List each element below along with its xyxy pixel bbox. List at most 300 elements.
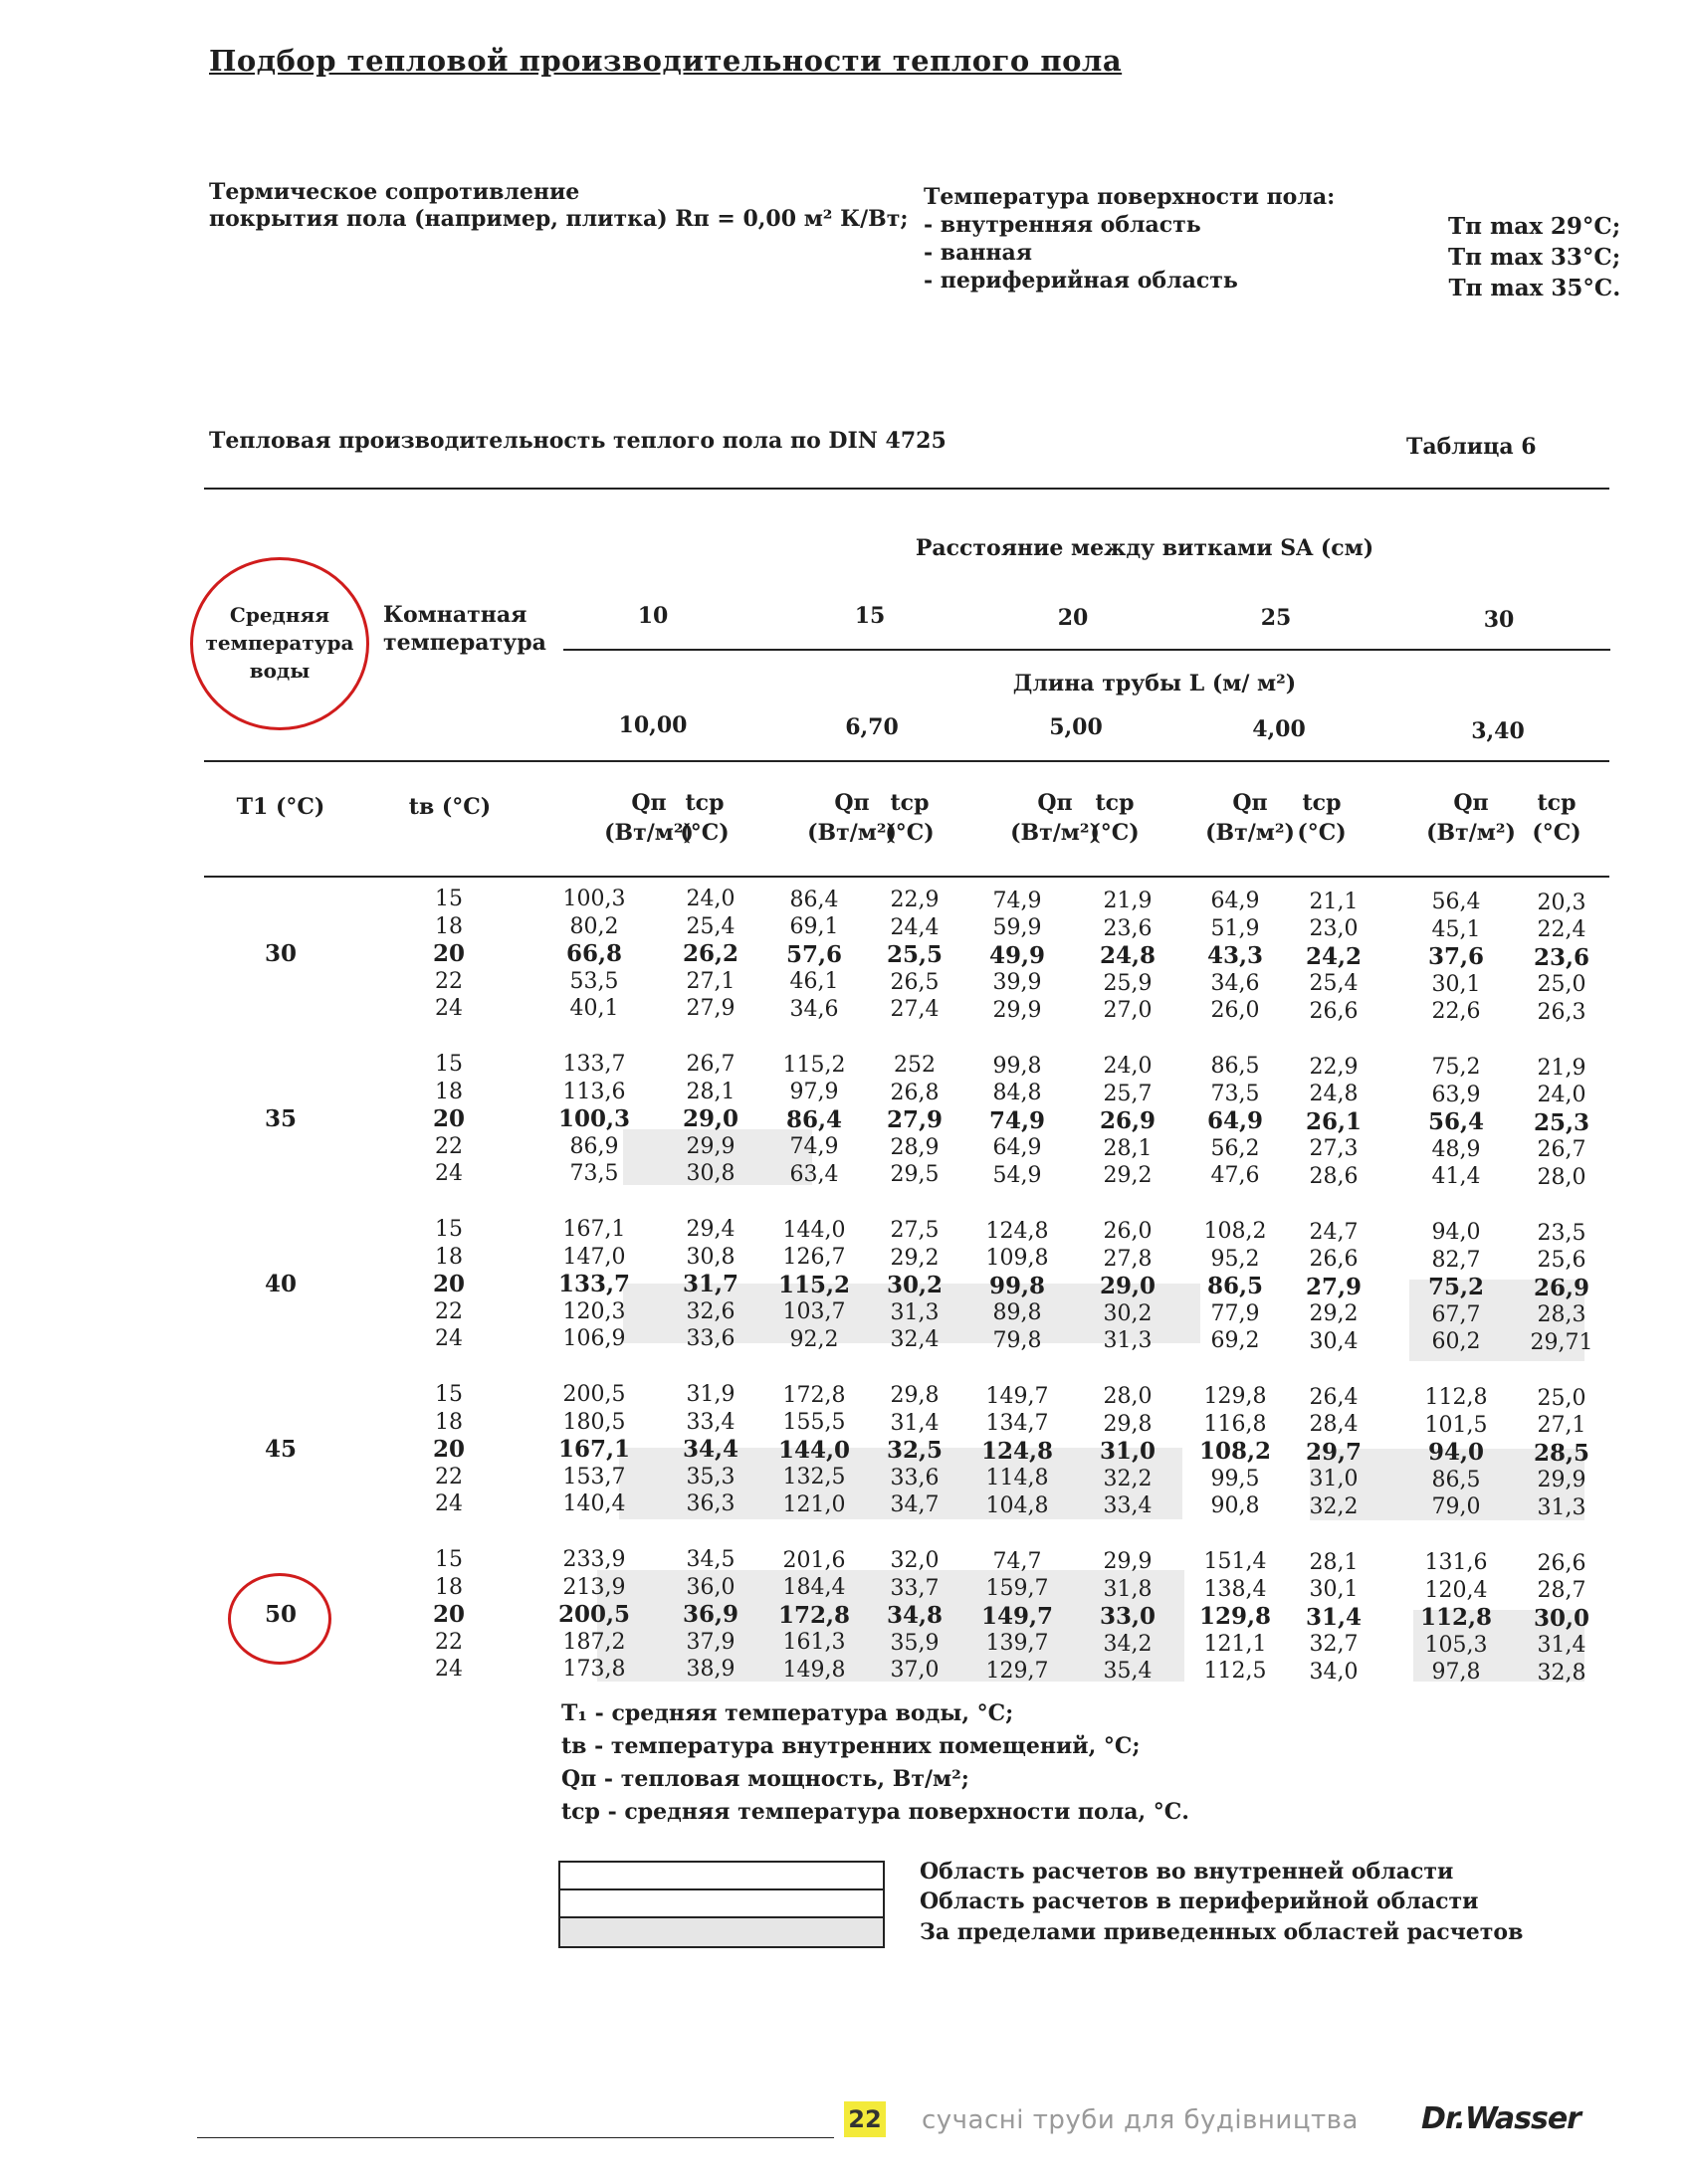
q-value: 131,6 xyxy=(1424,1550,1488,1576)
tcp-value: 32,4 xyxy=(890,1327,940,1353)
tcp-value: 26,9 xyxy=(1099,1107,1157,1134)
column-header-rule xyxy=(204,876,1609,878)
q-value: 187,2 xyxy=(562,1629,626,1655)
q-value: 144,0 xyxy=(782,1217,846,1243)
tcp-value: 27,9 xyxy=(686,996,736,1022)
q-value: 132,5 xyxy=(782,1465,846,1490)
col-header-tcp xyxy=(665,788,744,848)
table-caption: Тепловая производительность теплого пола по DIN 4725 xyxy=(209,428,947,454)
tv-value: 15 xyxy=(435,1547,463,1572)
q-value: 56,2 xyxy=(1210,1135,1260,1161)
tcp-value: 30,2 xyxy=(1103,1300,1153,1326)
tcp-value: 31,0 xyxy=(1309,1467,1359,1492)
q-value: 201,6 xyxy=(782,1547,846,1573)
tcp-value: 31,3 xyxy=(890,1299,940,1325)
tcp-value: 26,6 xyxy=(1537,1550,1586,1576)
tv-value: 22 xyxy=(435,1629,463,1655)
q-value: 74,9 xyxy=(789,1134,839,1160)
q-value: 213,9 xyxy=(562,1574,626,1600)
tcp-value: 25,0 xyxy=(1537,1385,1586,1411)
q-value: 153,7 xyxy=(562,1464,626,1489)
tcp-value: 25,0 xyxy=(1537,972,1586,998)
col-header-line: (Вт/м²) xyxy=(604,820,694,846)
q-value: 112,5 xyxy=(1203,1659,1267,1685)
water-temp-label-line: температура xyxy=(205,631,354,655)
col-header-tcp xyxy=(1517,788,1596,848)
q-value: 43,3 xyxy=(1206,942,1264,970)
t1-value: 45 xyxy=(264,1436,297,1463)
q-value: 155,5 xyxy=(782,1410,846,1436)
q-value: 48,9 xyxy=(1431,1136,1481,1162)
q-value: 105,3 xyxy=(1424,1632,1488,1658)
water-temp-label-line: воды xyxy=(249,659,311,683)
tcp-value: 23,5 xyxy=(1537,1220,1586,1246)
tcp-value: 36,3 xyxy=(686,1491,736,1517)
q-value: 53,5 xyxy=(569,968,619,994)
surface-temp-item: - внутренняя область xyxy=(924,212,1201,238)
col-header-tcp xyxy=(870,788,949,848)
tcp-value: 31,0 xyxy=(1099,1438,1157,1465)
tcp-value: 22,9 xyxy=(890,888,940,913)
q-value: 90,8 xyxy=(1210,1493,1260,1519)
q-value: 86,5 xyxy=(1206,1273,1264,1300)
q-value: 115,2 xyxy=(782,1052,846,1078)
tcp-value: 28,6 xyxy=(1309,1163,1359,1189)
q-value: 144,0 xyxy=(777,1436,851,1464)
q-value: 106,9 xyxy=(562,1326,626,1351)
q-value: 126,7 xyxy=(782,1245,846,1271)
q-value: 139,7 xyxy=(985,1631,1049,1657)
tmax-value: Tп max 33°С; xyxy=(1448,244,1621,271)
tcp-value: 24,0 xyxy=(1103,1054,1153,1079)
q-value: 64,9 xyxy=(992,1135,1042,1161)
q-value: 64,9 xyxy=(1210,889,1260,914)
q-value: 99,8 xyxy=(988,1272,1046,1299)
tcp-value: 21,9 xyxy=(1103,889,1153,913)
q-value: 94,0 xyxy=(1427,1439,1485,1467)
tcp-value: 29,9 xyxy=(686,1133,736,1159)
q-value: 26,0 xyxy=(1210,998,1260,1024)
q-value: 80,2 xyxy=(569,913,619,939)
col-header-q xyxy=(1411,788,1531,848)
note-line: tв - температура внутренних помещений, °С; xyxy=(561,1733,1141,1759)
col-header-line: Qп xyxy=(1037,790,1073,816)
col-header-line: (°С) xyxy=(1090,820,1140,846)
tcp-value: 27,1 xyxy=(686,968,736,994)
tv-value: 15 xyxy=(435,1217,463,1242)
q-value: 30,1 xyxy=(1431,971,1481,997)
tcp-value: 31,3 xyxy=(1103,1328,1153,1353)
tcp-value: 28,1 xyxy=(1103,1135,1153,1161)
tv-value: 18 xyxy=(435,1574,463,1600)
q-value: 99,5 xyxy=(1210,1466,1260,1491)
q-value: 84,8 xyxy=(992,1081,1042,1106)
legend-swatch-inner xyxy=(558,1861,885,1890)
tcp-value: 26,2 xyxy=(682,940,739,968)
q-value: 138,4 xyxy=(1203,1576,1267,1602)
table-number: Таблица 6 xyxy=(1406,434,1537,460)
tcp-value: 24,4 xyxy=(890,914,940,940)
tcp-value: 26,3 xyxy=(1537,999,1586,1025)
col-header-t1: T1 (°С) xyxy=(236,794,325,820)
tcp-value: 33,6 xyxy=(686,1326,736,1352)
tcp-value: 26,6 xyxy=(1309,1247,1359,1273)
tcp-value: 27,3 xyxy=(1309,1136,1359,1162)
q-value: 120,3 xyxy=(562,1298,626,1324)
tcp-value: 33,7 xyxy=(890,1575,940,1601)
tcp-value: 35,3 xyxy=(686,1464,736,1489)
tcp-value: 21,9 xyxy=(1537,1055,1586,1081)
tcp-value: 24,8 xyxy=(1099,942,1157,969)
tv-value: 24 xyxy=(435,996,463,1021)
q-value: 149,8 xyxy=(782,1657,846,1683)
tcp-value: 33,4 xyxy=(1103,1493,1153,1518)
tcp-value: 26,1 xyxy=(1305,1107,1363,1135)
tv-value: 20 xyxy=(432,1271,465,1297)
tcp-value: 38,9 xyxy=(686,1657,736,1683)
tcp-value: 36,9 xyxy=(682,1601,739,1629)
q-value: 86,5 xyxy=(1431,1467,1481,1492)
spacing-title: Расстояние между витками SA (см) xyxy=(915,535,1374,561)
col-header-line: tср xyxy=(890,790,930,816)
tcp-value: 29,4 xyxy=(686,1217,736,1243)
tcp-value: 34,8 xyxy=(886,1602,944,1630)
tv-value: 18 xyxy=(435,1079,463,1104)
tcp-value: 26,0 xyxy=(1103,1219,1153,1244)
q-value: 151,4 xyxy=(1203,1549,1267,1575)
tcp-value: 26,5 xyxy=(890,969,940,995)
q-value: 129,8 xyxy=(1203,1384,1267,1410)
q-value: 167,1 xyxy=(562,1217,626,1242)
q-value: 101,5 xyxy=(1424,1412,1488,1438)
tcp-value: 29,2 xyxy=(1103,1163,1153,1188)
q-value: 86,9 xyxy=(569,1133,619,1159)
q-value: 149,7 xyxy=(980,1602,1054,1630)
tv-value: 18 xyxy=(435,1244,463,1270)
tcp-value: 31,8 xyxy=(1103,1576,1153,1602)
q-value: 34,6 xyxy=(1210,970,1260,996)
tv-value: 20 xyxy=(432,1105,465,1132)
q-value: 94,0 xyxy=(1431,1220,1481,1246)
tcp-value: 28,4 xyxy=(1309,1412,1359,1438)
surface-temp-item: - периферийная область xyxy=(924,268,1238,294)
thermal-resistance-line1: Термическое сопротивление xyxy=(209,179,580,205)
tcp-value: 23,6 xyxy=(1103,915,1153,941)
tcp-value: 32,5 xyxy=(886,1437,944,1465)
tcp-value: 34,2 xyxy=(1103,1631,1153,1657)
q-value: 79,0 xyxy=(1431,1494,1481,1520)
q-value: 121,0 xyxy=(782,1491,846,1517)
tcp-value: 26,9 xyxy=(1533,1274,1590,1301)
q-value: 115,2 xyxy=(777,1271,851,1298)
tcp-value: 29,0 xyxy=(682,1105,739,1133)
col-header-line: Qп xyxy=(1453,790,1489,816)
spacing-value: 30 xyxy=(1483,607,1515,633)
q-value: 124,8 xyxy=(985,1218,1049,1244)
t1-value: 35 xyxy=(264,1105,297,1132)
thermal-resistance-line2: покрытия пола (например, плитка) Rп = 0,00 м² К/Вт; xyxy=(209,206,909,232)
tcp-value: 30,4 xyxy=(1309,1328,1359,1354)
q-value: 77,9 xyxy=(1210,1300,1260,1326)
tcp-value: 29,9 xyxy=(1537,1468,1586,1493)
tv-value: 18 xyxy=(435,913,463,939)
q-value: 108,2 xyxy=(1198,1438,1272,1466)
q-value: 133,7 xyxy=(557,1271,631,1297)
q-value: 147,0 xyxy=(562,1244,626,1270)
tcp-value: 24,0 xyxy=(1537,1083,1586,1108)
tcp-value: 26,6 xyxy=(1309,998,1359,1024)
tcp-value: 29,71 xyxy=(1530,1329,1593,1355)
tcp-value: 29,2 xyxy=(1309,1301,1359,1327)
tcp-value: 30,1 xyxy=(1309,1577,1359,1603)
q-value: 124,8 xyxy=(980,1437,1054,1465)
legend-swatch-outside xyxy=(558,1916,885,1948)
tcp-value: 32,0 xyxy=(890,1548,940,1574)
q-value: 86,5 xyxy=(1210,1054,1260,1080)
tcp-value: 32,2 xyxy=(1309,1493,1359,1519)
header-mid-rule xyxy=(563,649,1610,651)
tcp-value: 34,4 xyxy=(682,1436,739,1464)
tcp-value: 29,8 xyxy=(1103,1411,1153,1437)
spacing-value: 15 xyxy=(854,603,886,629)
notes xyxy=(561,1697,1189,1829)
q-value: 37,6 xyxy=(1427,943,1485,971)
q-value: 200,5 xyxy=(562,1382,626,1407)
tcp-value: 27,4 xyxy=(890,997,940,1023)
q-value: 121,1 xyxy=(1203,1631,1267,1657)
col-header-tcp xyxy=(1282,788,1362,848)
tcp-value: 31,4 xyxy=(1537,1633,1586,1659)
legend-label: Область расчетов во внутренней области xyxy=(920,1859,1454,1885)
q-value: 46,1 xyxy=(789,969,839,995)
tcp-value: 27,9 xyxy=(1305,1273,1363,1300)
q-value: 108,2 xyxy=(1203,1219,1267,1245)
col-header-line: (Вт/м²) xyxy=(1010,820,1100,846)
q-value: 22,6 xyxy=(1431,999,1481,1025)
col-header-line: (Вт/м²) xyxy=(1205,820,1295,846)
q-value: 66,8 xyxy=(565,940,623,967)
tv-value: 18 xyxy=(435,1409,463,1435)
tcp-value: 26,7 xyxy=(1537,1137,1586,1163)
tcp-value: 29,7 xyxy=(1305,1438,1363,1466)
tcp-value: 29,2 xyxy=(890,1245,940,1271)
tcp-value: 28,7 xyxy=(1537,1578,1586,1604)
q-value: 172,8 xyxy=(782,1382,846,1408)
q-value: 63,4 xyxy=(789,1161,839,1187)
q-value: 69,2 xyxy=(1210,1328,1260,1354)
q-value: 113,6 xyxy=(562,1079,626,1104)
q-value: 112,8 xyxy=(1424,1385,1488,1411)
thermal-resistance-note xyxy=(209,179,909,233)
spacing-value: 25 xyxy=(1260,605,1292,631)
tcp-value: 25,4 xyxy=(686,913,736,939)
t1-value: 30 xyxy=(264,940,297,967)
surface-temperature-note xyxy=(924,183,1335,295)
tcp-value: 23,0 xyxy=(1309,916,1359,942)
q-value: 129,8 xyxy=(1198,1603,1272,1631)
surface-temp-item: - ванная xyxy=(924,240,1033,266)
tcp-value: 30,8 xyxy=(686,1244,736,1270)
tcp-value: 31,3 xyxy=(1537,1494,1586,1520)
col-header-tv: tв (°С) xyxy=(408,794,492,820)
q-value: 74,9 xyxy=(988,1106,1046,1134)
q-value: 167,1 xyxy=(557,1436,631,1463)
col-header-line: tср xyxy=(1095,790,1135,816)
room-temp-label-line: температура xyxy=(383,630,546,656)
col-header-line: (°С) xyxy=(885,820,935,846)
tcp-value: 24,8 xyxy=(1309,1082,1359,1107)
tcp-value: 25,7 xyxy=(1103,1081,1153,1106)
q-value: 116,8 xyxy=(1203,1411,1267,1437)
legend-label: За пределами приведенных областей расчетов xyxy=(920,1919,1524,1945)
tv-value: 22 xyxy=(435,1298,463,1324)
col-header-line: (°С) xyxy=(1532,820,1581,846)
q-value: 172,8 xyxy=(777,1601,851,1629)
tcp-value: 31,4 xyxy=(1305,1603,1363,1631)
note-line: Qп - тепловая мощность, Вт/м²; xyxy=(561,1766,969,1792)
q-value: 180,5 xyxy=(562,1409,626,1435)
pipe-length-value: 4,00 xyxy=(1252,716,1306,742)
q-value: 41,4 xyxy=(1431,1164,1481,1190)
footer-slogan: сучасні труби для будівництва xyxy=(922,2105,1359,2135)
tcp-value: 24,7 xyxy=(1309,1219,1359,1245)
tcp-value: 28,3 xyxy=(1537,1302,1586,1328)
q-value: 114,8 xyxy=(985,1466,1049,1491)
q-value: 92,2 xyxy=(789,1326,839,1352)
q-value: 64,9 xyxy=(1206,1107,1264,1135)
tcp-value: 22,4 xyxy=(1537,917,1586,943)
note-line: tср - средняя температура поверхности пола, °С. xyxy=(561,1799,1189,1825)
tv-value: 15 xyxy=(435,1382,463,1407)
q-value: 75,2 xyxy=(1431,1055,1481,1081)
tcp-value: 32,8 xyxy=(1537,1660,1586,1686)
tcp-value: 32,2 xyxy=(1103,1466,1153,1491)
q-value: 56,4 xyxy=(1427,1108,1485,1136)
q-value: 75,2 xyxy=(1427,1274,1485,1301)
tmax-value: Tп max 29°С; xyxy=(1448,213,1621,240)
q-value: 57,6 xyxy=(785,940,843,968)
tcp-value: 32,7 xyxy=(1309,1632,1359,1658)
q-value: 47,6 xyxy=(1210,1163,1260,1189)
tcp-value: 29,5 xyxy=(890,1162,940,1188)
q-value: 233,9 xyxy=(562,1547,626,1572)
tcp-value: 252 xyxy=(894,1053,936,1079)
q-value: 45,1 xyxy=(1431,916,1481,942)
q-value: 149,7 xyxy=(985,1383,1049,1409)
tcp-value: 29,8 xyxy=(890,1383,940,1409)
q-value: 82,7 xyxy=(1431,1247,1481,1273)
col-header-tcp xyxy=(1075,788,1155,848)
q-value: 29,9 xyxy=(992,997,1042,1023)
col-header-line: Qп xyxy=(631,790,667,816)
table-top-rule xyxy=(204,488,1609,490)
tcp-value: 27,5 xyxy=(890,1218,940,1244)
tcp-value: 37,0 xyxy=(890,1658,940,1684)
legend-swatch-peripheral xyxy=(558,1888,885,1918)
t1-50-circle xyxy=(228,1573,331,1665)
tcp-value: 31,7 xyxy=(682,1271,739,1298)
q-value: 173,8 xyxy=(562,1657,626,1682)
col-header-line: tср xyxy=(685,790,725,816)
tcp-value: 29,0 xyxy=(1099,1273,1157,1299)
pipe-length-value: 5,00 xyxy=(1049,714,1103,740)
tcp-value: 36,0 xyxy=(686,1574,736,1600)
tv-value: 24 xyxy=(435,1161,463,1186)
room-temp-label-line: Комнатная xyxy=(383,602,527,628)
col-header-line: tср xyxy=(1537,790,1577,816)
tcp-value: 26,8 xyxy=(890,1080,940,1105)
q-value: 73,5 xyxy=(1210,1081,1260,1106)
q-value: 56,4 xyxy=(1431,890,1481,915)
t1-value: 40 xyxy=(264,1271,297,1297)
col-header-line: (Вт/м²) xyxy=(807,820,897,846)
tcp-value: 33,0 xyxy=(1099,1603,1157,1630)
q-value: 140,4 xyxy=(562,1491,626,1516)
q-value: 60,2 xyxy=(1431,1329,1481,1355)
col-header-line: Qп xyxy=(1232,790,1268,816)
q-value: 89,8 xyxy=(992,1300,1042,1326)
q-value: 161,3 xyxy=(782,1630,846,1656)
q-value: 63,9 xyxy=(1431,1082,1481,1107)
q-value: 67,7 xyxy=(1431,1301,1481,1327)
q-value: 49,9 xyxy=(988,941,1046,969)
pipe-length-value: 6,70 xyxy=(845,714,899,740)
q-value: 34,6 xyxy=(789,996,839,1022)
q-value: 104,8 xyxy=(985,1492,1049,1518)
tcp-value: 32,6 xyxy=(686,1298,736,1324)
tcp-value: 28,1 xyxy=(686,1079,736,1104)
spacing-value: 10 xyxy=(637,603,669,629)
tv-value: 20 xyxy=(432,1436,465,1463)
q-value: 79,8 xyxy=(992,1327,1042,1353)
q-value: 74,9 xyxy=(992,888,1042,913)
tcp-value: 37,9 xyxy=(686,1629,736,1655)
tcp-value: 35,9 xyxy=(890,1630,940,1656)
spacing-value: 20 xyxy=(1057,605,1089,631)
q-value: 73,5 xyxy=(569,1161,619,1186)
q-value: 134,7 xyxy=(985,1411,1049,1437)
tv-value: 15 xyxy=(435,887,463,911)
tcp-value: 30,2 xyxy=(886,1272,944,1299)
tcp-value: 30,0 xyxy=(1533,1604,1590,1632)
tcp-value: 21,1 xyxy=(1309,889,1359,914)
q-value: 86,4 xyxy=(785,1105,843,1133)
brand-logo: Dr.Wasser xyxy=(1421,2101,1581,2136)
tcp-value: 33,4 xyxy=(686,1409,736,1435)
tcp-value: 28,1 xyxy=(1309,1549,1359,1575)
surface-temp-heading: Температура поверхности пола: xyxy=(924,184,1336,210)
q-value: 40,1 xyxy=(569,996,619,1021)
tcp-value: 26,7 xyxy=(686,1052,736,1078)
tcp-value: 34,5 xyxy=(686,1547,736,1573)
q-value: 109,8 xyxy=(985,1246,1049,1272)
q-value: 39,9 xyxy=(992,970,1042,996)
tcp-value: 31,9 xyxy=(686,1382,736,1408)
q-value: 99,8 xyxy=(992,1053,1042,1079)
tv-value: 22 xyxy=(435,1133,463,1159)
tcp-value: 28,5 xyxy=(1533,1439,1590,1467)
col-header-line: tср xyxy=(1302,790,1342,816)
q-value: 74,7 xyxy=(992,1548,1042,1574)
tcp-value: 35,4 xyxy=(1103,1659,1153,1684)
tcp-value: 30,8 xyxy=(686,1161,736,1187)
pipe-length-value: 10,00 xyxy=(618,712,688,738)
surface-tmax-values xyxy=(1448,211,1620,303)
tcp-value: 29,9 xyxy=(1103,1549,1153,1574)
tcp-value: 28,0 xyxy=(1537,1164,1586,1190)
q-value: 97,8 xyxy=(1431,1660,1481,1686)
tcp-value: 34,0 xyxy=(1309,1659,1359,1685)
